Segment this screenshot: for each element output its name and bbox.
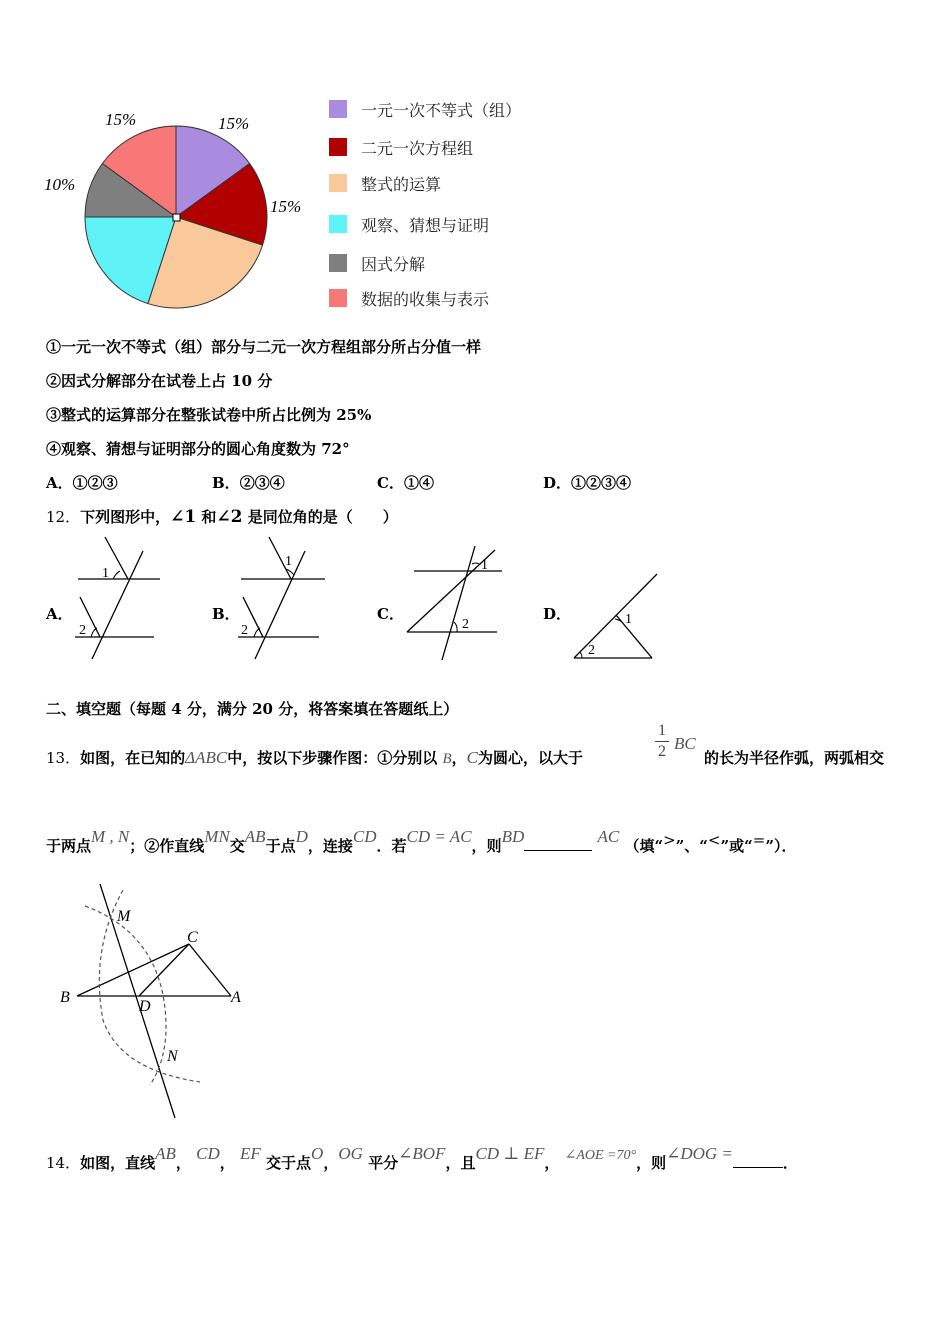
q13-text: ”、“ [675,837,708,855]
pie-label-sales: 15% [105,110,137,129]
legend-swatch [329,254,347,272]
q13-text: ，则 [471,837,502,855]
q13-text: ．若 [376,837,407,855]
q14-text: ，且 [445,1154,476,1172]
fraction-half [655,722,669,761]
symbol-eq: = [752,831,766,849]
option-text: ①②③ [72,474,118,492]
q11-option-d[interactable] [543,472,631,493]
answer-blank[interactable] [733,1167,783,1168]
q14-text: ， [175,1154,191,1172]
stem-text: 下列图形中， [80,508,171,526]
point-b: B [442,751,452,767]
stem-text: 和 [196,508,217,526]
legend-swatch [329,289,347,307]
point-c: C [466,748,478,767]
q13-figure [55,880,255,1125]
legend-swatch [329,174,347,192]
segment-ab: AB [244,827,266,846]
q13-text: 为圆心，以大于 [477,749,583,767]
perp-cd-ef: CD ⊥ EF [475,1144,545,1163]
segment-ac: AC [597,827,620,846]
angle-dog: ∠DOG = [666,1144,733,1163]
legend-label: 整式的运算 [361,175,442,194]
q13-text: 交 [229,837,245,855]
symbol-gt: > [663,831,676,849]
angle-2: ∠2 [216,507,243,527]
condition-cd-eq-ac: CD = AC [406,827,472,846]
segment-bd: BD [501,827,525,846]
option-text: ②③④ [239,474,285,492]
fraction-denominator: 2 [658,743,666,760]
stem-text: 是同位角的是（ ） [242,508,398,526]
q13-text: 于点 [265,837,296,855]
statement-2: ②因式分解部分在试卷上占 10 分 [46,372,273,390]
statement-1: ①一元一次不等式（组）部分与二元一次方程组部分所占分值一样 [46,338,482,356]
angle-label-1: 1 [102,566,109,581]
q13-text: ”）． [765,837,797,855]
fig-label-b: B [60,989,70,1006]
q12-option-d[interactable]: D． [543,605,572,623]
pie-label-inequality: 15% [218,114,250,133]
line-ab: AB [155,1144,176,1163]
angle-label-2: 2 [79,623,86,638]
legend-label: 一元一次不等式（组） [361,101,522,120]
legend-label: 数据的收集与表示 [361,290,490,309]
q13-text: ”或“ [720,837,753,855]
q12-option-a[interactable]: A． [46,605,73,623]
legend-swatch [329,100,347,118]
fig-label-n: N [167,1048,178,1065]
angle-aoe: ∠AOE =70° [564,1148,637,1163]
legend-label: 因式分解 [361,255,426,274]
angle-1: ∠1 [170,507,197,527]
option-letter: A． [46,474,73,492]
q13-text: （填“ [624,837,664,855]
q13-line-2 [46,827,797,856]
q14-text: 平分 [368,1154,399,1172]
pie-label-factoring: 10% [44,175,76,194]
fig-label-m: M [117,908,131,925]
q12-option-b[interactable]: B． [212,605,240,623]
q12-figure-b [233,533,333,663]
option-letter: C． [377,474,404,492]
question-number: 14． [46,1154,81,1172]
q14-text: ， [544,1154,560,1172]
option-text: ①④ [403,474,434,492]
line-mn: MN [204,827,230,846]
q14-text: ，则 [636,1154,667,1172]
fraction-numerator: 1 [658,722,666,739]
angle-label-1: 1 [285,554,292,569]
q13-text: ；②作直线 [129,837,205,855]
q12-figure-d [568,570,663,665]
line-cd: CD [196,1144,220,1163]
q13-text: 的长为半径作弧，两弧相交 [704,749,885,767]
q11-option-b[interactable] [212,472,285,493]
q14-text: ， [323,1154,339,1172]
ray-og: OG [338,1144,363,1163]
q13-text: 如图，在已知的 [80,749,186,767]
q14-text: 交于点 [266,1154,312,1172]
line-ef: EF [240,1144,261,1163]
option-letter: B． [212,474,240,492]
option-text: ①②③④ [571,474,632,492]
q14-text: 如图，直线 [80,1154,156,1172]
q13-text: ， [451,749,467,767]
q14-stem [46,1144,798,1173]
symbol-lt: < [707,831,721,849]
fig-label-a: A [231,989,241,1006]
q13-text: 于两点 [46,837,92,855]
angle-label-1: 1 [481,558,488,573]
legend-swatch [329,215,347,233]
q12-stem [46,506,398,527]
statement-4: ④观察、猜想与证明部分的圆心角度数为 72° [46,440,350,458]
pie-chart [30,95,330,320]
points-mn: M , N [91,827,130,846]
statement-3: ③整式的运算部分在整张试卷中所占比例为 25% [46,406,372,424]
q11-option-c[interactable] [377,472,434,493]
q11-option-a[interactable] [46,472,118,493]
point-d: D [295,827,308,846]
legend-label: 观察、猜想与证明 [361,216,490,235]
q12-figure-a [70,533,165,663]
answer-blank[interactable] [524,850,592,851]
section-heading: 二、填空题（每题 4 分，满分 20 分，将答案填在答题纸上） [46,700,459,718]
center-marker [173,214,180,221]
legend-swatch [329,138,347,156]
q12-figure-c [402,540,507,665]
q14-text: ， [219,1154,235,1172]
segment-cd: CD [352,827,377,846]
angle-label-2: 2 [588,643,595,658]
q12-option-c[interactable]: C． [377,605,404,623]
point-o: O [311,1144,324,1163]
segment-bc: BC [674,734,696,753]
q13-text: 中，按以下步骤作图：①分别以 [227,749,438,767]
q13-line-1 [46,747,583,768]
angle-label-2: 2 [241,623,248,638]
fig-label-d: D [139,998,151,1015]
question-number: 13． [46,749,81,767]
fraction-bar [655,741,669,742]
option-letter: D． [543,474,572,492]
pie-label-equations: 15% [270,197,302,216]
legend-label: 二元一次方程组 [361,139,474,158]
q13-text: ，连接 [307,837,353,855]
angle-bof: ∠BOF [398,1144,446,1163]
angle-label-1: 1 [625,612,632,627]
triangle-abc: ΔABC [185,748,228,767]
angle-label-2: 2 [462,617,469,632]
q14-text: ． [782,1154,798,1172]
question-number: 12． [46,508,81,526]
fig-label-c: C [187,929,198,946]
